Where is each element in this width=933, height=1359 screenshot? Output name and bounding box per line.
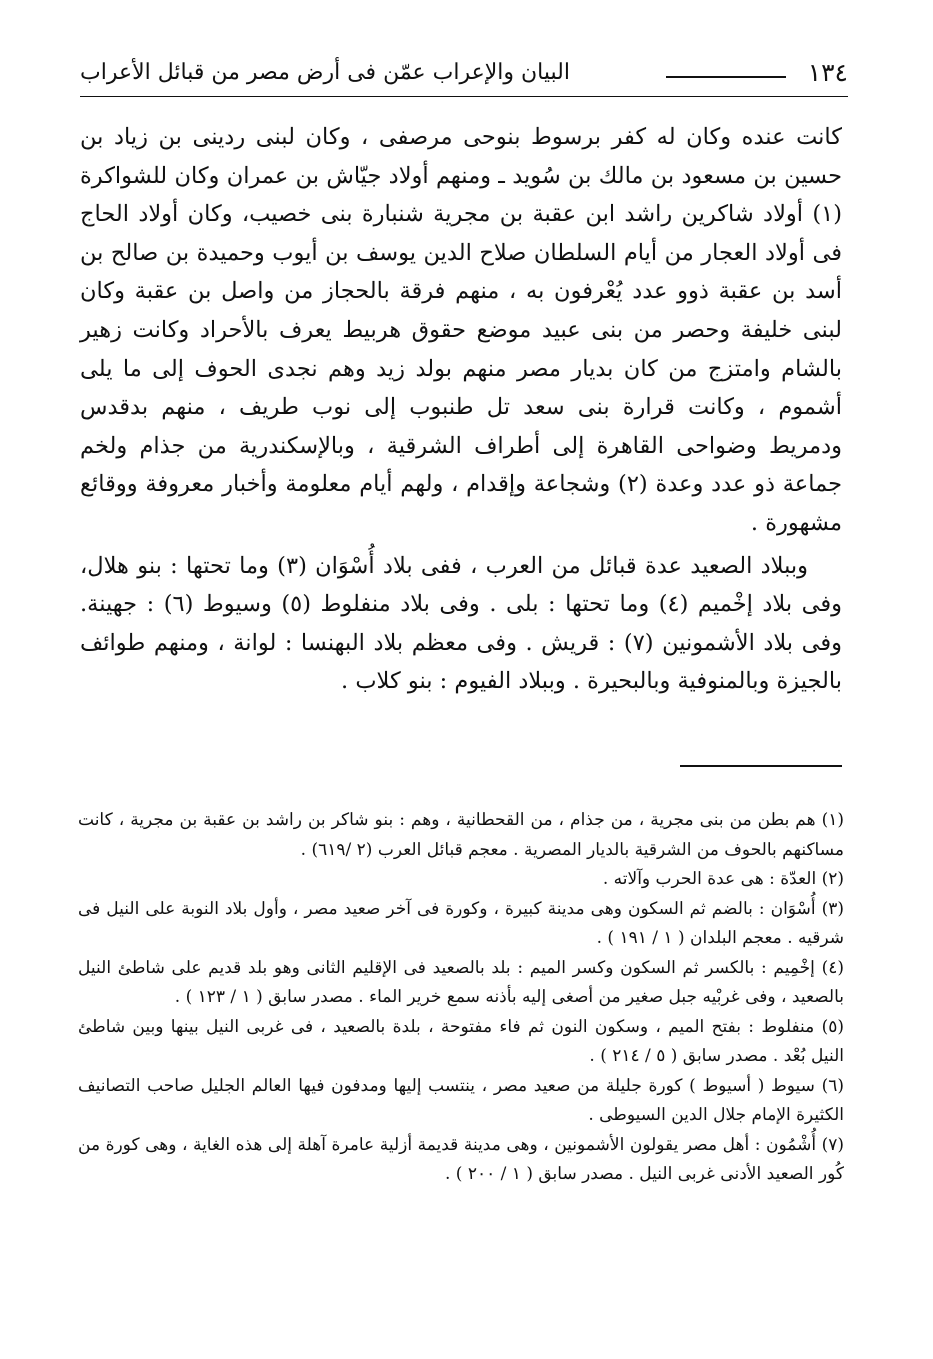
running-header — [80, 56, 848, 96]
footnote-5: (٥) منفلوط : بفتح الميم ، وسكون النون ثم فاء مفتوحة ، بلدة بالصعيد ، فى غربى النيل بينها وبين شاطئ النيل بُعْد . مصدر سابق ( ٥ / ٢١٤ ) . — [78, 1016, 844, 1066]
running-title: البيان والإعراب عمّن فى أرض مصر من قبائل الأعراب — [80, 60, 570, 85]
footnotes — [78, 806, 844, 1190]
footnote-2: (٢) العدّة : هى عدة الحرب وآلاته . — [602, 869, 844, 889]
header-dash-rule — [666, 76, 786, 78]
footnote-1: (١) هم بطن من بنى مجرية ، من جذام ، من القحطانية ، وهم : بنو شاكر بن راشد بن عقبة بن مجرية ، كانت مساكنهم بالحوف من الشرقية بالديار المصرية . معجم قبائل العرب (٢ /٦١٩) . — [78, 810, 844, 860]
body-paragraph: وببلاد الصعيد عدة قبائل من العرب ، ففى بلاد أُسْوَان (٣) وما تحتها : بنو هلال، وفى بلاد إخْميم (٤) وما تحتها : بلى . وفى بلاد منفلوط (٥) وسيوط (٦) : جهينة. وفى بلاد الأشمونين (٧) : قريش . وفى معظم بلاد البهنسا : لوانة ، ومنهم طوائف بالجيزة وبالمنوفية وبالبحيرة . وببلاد الفيوم : بنو كلاب . — [80, 552, 843, 695]
footnote-separator — [680, 765, 842, 767]
footnote-6: (٦) سيوط ( أسيوط ) كورة جليلة من صعيد مصر ، ينتسب إليها ومدفون فيها العالم الجليل صاحب التصانيف الكثيرة الإمام جلال الدين السيوطى . — [78, 1075, 844, 1125]
page-number: ١٣٤ — [807, 58, 848, 87]
footnote-7: (٧) أُشْمُون : أهل مصر يقولون الأشمونين ، وهى مدينة قديمة أزلية عامرة آهلة إلى هذه الغاية ، وهى كورة من كُور الصعيد الأدنى غربى النيل . مصدر سابق ( ١ / ٢٠٠ ) . — [78, 1134, 844, 1184]
footnote-3: (٣) أُسْوَان : بالضم ثم السكون وهى مدينة كبيرة ، وكورة فى آخر صعيد مصر ، وأول بلاد النوبة على النيل فى شرقيه . معجم البلدان ( ١ / ١٩١ ) . — [78, 898, 844, 948]
header-underline — [80, 96, 848, 97]
body-paragraph: كانت عنده وكان له كفر برسوط بنوحى مرصفى ، وكان لبنى ردينى بن زياد بن حسين بن مسعود بن مالك بن سُويد ـ ومنهم أولاد جيّاش بن عمران وكان للشواكرة (١) أولاد شاكرين راشد ابن عقبة بن مجرية شنبارة بنى خصيب، وكان أولاد الحاج فى أولاد العجار من أيام السلطان صلاح الدين يوسف بن أيوب وحميدة بن صالح بن أسد بن عقبة ذوو عدد يُعْرفون به ، منهم فرقة بالحجاز من واصل بن عقبة وكان لبنى خليفة وحصر من بنى عبيد موضع حقوق هربيط يعرف بالأحراد وكانت زهير بالشام وامتزج من كان بديار مصر منهم بولد زيد وهم نجدى الحوف إلى ما يلى أشموم ، وكانت قرارة بنى سعد تل طنبوب إلى نوب طريف ، منهم بدقدس ودمريط وضواحى القاهرة إلى أطراف الشرقية ، وبالإسكندرية من جذام ولخم جماعة ذو عدد وعدة (٢) وشجاعة وإقدام ، ولهم أيام معلومة وأخبار معروفة ووقائع مشهورة . — [80, 124, 842, 536]
footnote-4: (٤) إخْمِيم : بالكسر ثم السكون وكسر الميم : بلد بالصعيد فى الإقليم الثانى وهو بلد قديم على شاطئ النيل بالصعيد ، وفى غربْيه جبل صغير من أصغى إليه بأذنه سمع خرير الماء . مصدر سابق ( ١ / ١٢٣ ) . — [78, 957, 844, 1007]
main-text — [80, 118, 842, 701]
